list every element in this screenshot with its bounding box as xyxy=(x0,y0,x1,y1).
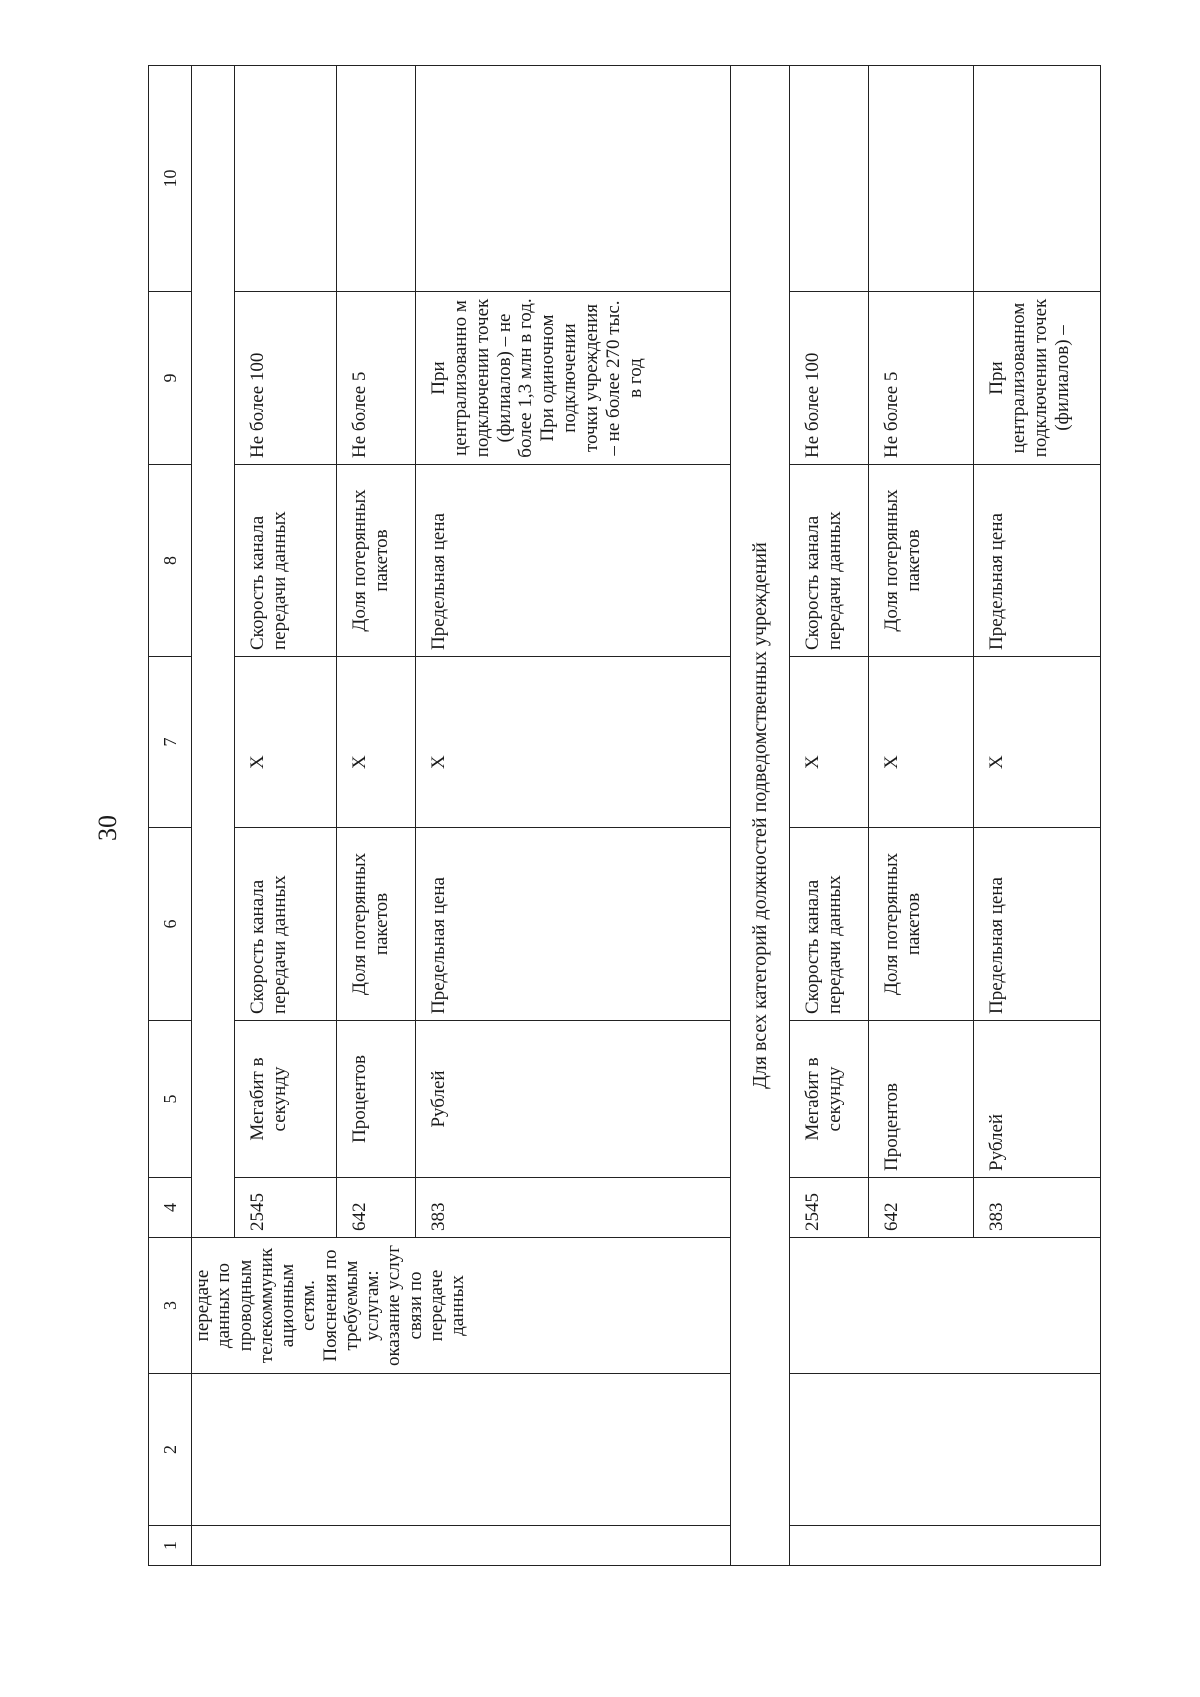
x-mark: X xyxy=(416,657,731,828)
header-row xyxy=(149,66,192,1566)
note xyxy=(869,66,974,292)
cell-col1 xyxy=(192,1526,731,1566)
cell-empty xyxy=(192,66,235,1238)
table-row xyxy=(790,66,869,1566)
x-mark: X xyxy=(974,657,1101,828)
page-number: 30 xyxy=(93,815,122,841)
header-col-8: 8 xyxy=(149,465,192,657)
group-row xyxy=(731,66,790,1566)
unit-name: Мегабит в секунду xyxy=(790,1021,869,1178)
unit-name: Мегабит в секунду xyxy=(235,1021,337,1178)
x-mark: X xyxy=(869,657,974,828)
note xyxy=(974,66,1101,292)
cell-col2 xyxy=(192,1374,731,1526)
okei-code: 383 xyxy=(416,1178,731,1238)
continuation-row xyxy=(192,66,235,1566)
characteristic-approved: Скорость канала передачи данных xyxy=(790,465,869,657)
characteristic: Скорость канала передачи данных xyxy=(235,828,337,1021)
header-col-4: 4 xyxy=(149,1178,192,1238)
x-mark: X xyxy=(790,657,869,828)
rotated-table-container xyxy=(148,66,1114,1566)
header-col-9: 9 xyxy=(149,292,192,465)
value: При централизованном подключении точек (филиалов) – xyxy=(974,292,1101,465)
unit-name: Процентов xyxy=(869,1021,974,1178)
x-mark: X xyxy=(337,657,416,828)
note xyxy=(235,66,337,292)
characteristic-approved: Скорость канала передачи данных xyxy=(235,465,337,657)
characteristic: Доля потерянных пакетов xyxy=(869,828,974,1021)
okei-code: 642 xyxy=(337,1178,416,1238)
characteristic: Предельная цена xyxy=(974,828,1101,1021)
okei-code: 642 xyxy=(869,1178,974,1238)
value: При централизованно м подключении точек (филиалов) – не более 1,3 млн в год. При одиночном подключении точки учреждения – не более 270 тыс. в год xyxy=(416,292,731,465)
value: Не более 100 xyxy=(790,292,869,465)
value: Не более 5 xyxy=(337,292,416,465)
cell-col3 xyxy=(790,1238,1101,1374)
okei-code: 2545 xyxy=(235,1178,337,1238)
unit-name: Процентов xyxy=(337,1021,416,1178)
unit-name: Рублей xyxy=(974,1021,1101,1178)
header-col-6: 6 xyxy=(149,828,192,1021)
header-col-1: 1 xyxy=(149,1526,192,1566)
unit-name: Рублей xyxy=(416,1021,731,1178)
requirements-table xyxy=(148,65,1101,1566)
note xyxy=(337,66,416,292)
header-col-2: 2 xyxy=(149,1374,192,1526)
characteristic-approved: Доля потерянных пакетов xyxy=(337,465,416,657)
x-mark: X xyxy=(235,657,337,828)
note xyxy=(790,66,869,292)
characteristic: Предельная цена xyxy=(416,828,731,1021)
characteristic: Доля потерянных пакетов xyxy=(337,828,416,1021)
value: Не более 5 xyxy=(869,292,974,465)
characteristic-approved: Предельная цена xyxy=(416,465,731,657)
header-col-3: 3 xyxy=(149,1238,192,1374)
note xyxy=(416,66,731,292)
okei-code: 2545 xyxy=(790,1178,869,1238)
value: Не более 100 xyxy=(235,292,337,465)
header-col-5: 5 xyxy=(149,1021,192,1178)
service-description: передаче данных по проводным телекоммуник ационным сетям. Пояснения по требуемым услугам: оказание услуг связи по передаче данных xyxy=(192,1238,731,1374)
cell-col2 xyxy=(790,1374,1101,1526)
characteristic-approved: Предельная цена xyxy=(974,465,1101,657)
characteristic-approved: Доля потерянных пакетов xyxy=(869,465,974,657)
header-col-7: 7 xyxy=(149,657,192,828)
characteristic: Скорость канала передачи данных xyxy=(790,828,869,1021)
group-label: Для всех категорий должностей подведомственных учреждений xyxy=(731,66,790,1566)
header-col-10: 10 xyxy=(149,66,192,292)
cell-col1 xyxy=(790,1526,1101,1566)
okei-code: 383 xyxy=(974,1178,1101,1238)
